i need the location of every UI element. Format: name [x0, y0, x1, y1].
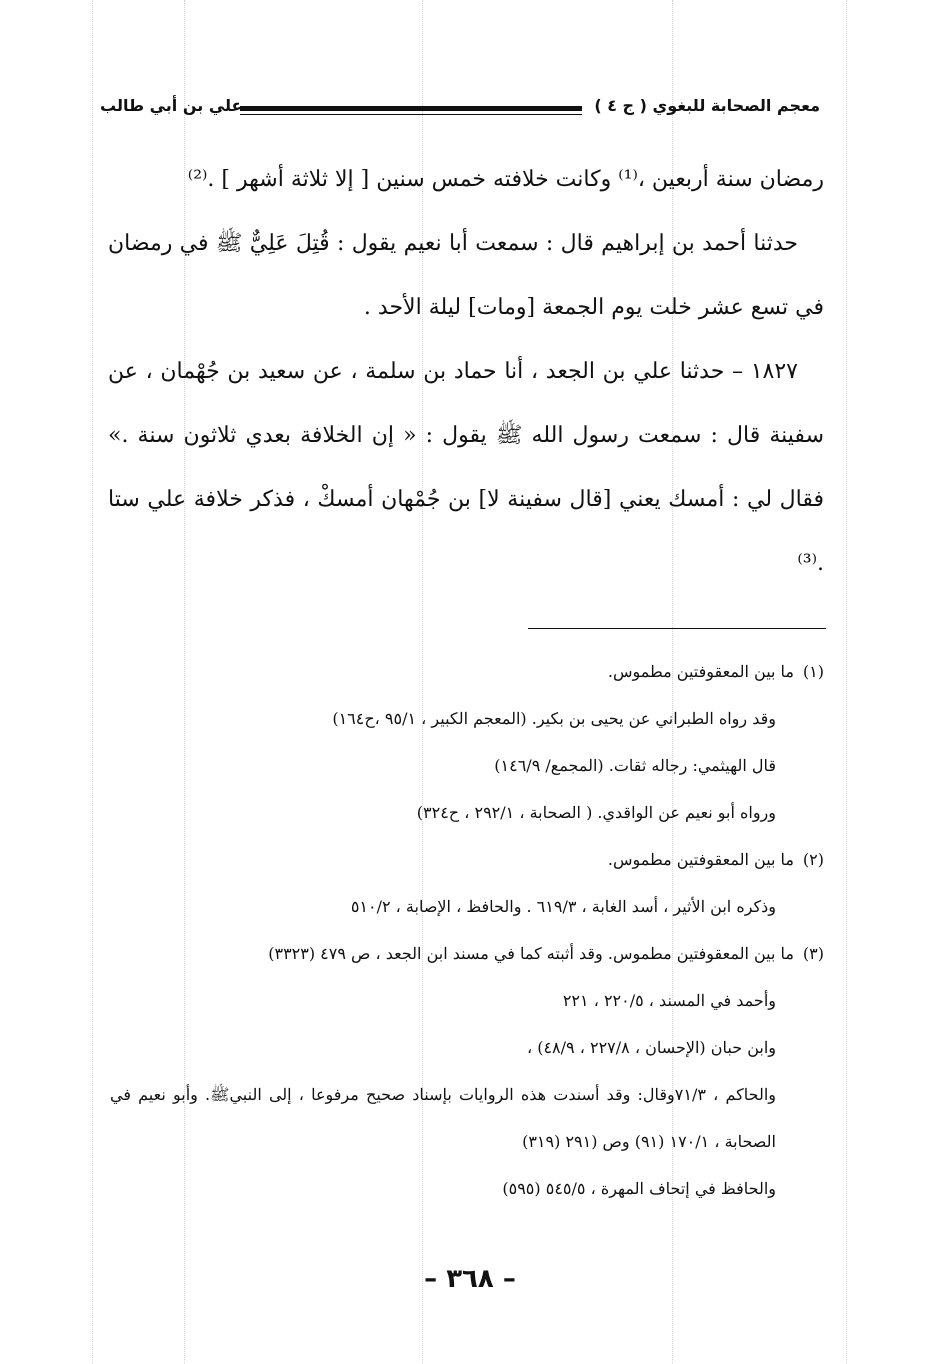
scan-artifact-line — [92, 0, 93, 1364]
footnote-text: والحاكم ، ٧١/٣وقال: وقد أسندت هذه الروايات بإسناد صحيح مرفوعا ، إلى النبيﷺ. وأبو نعيم في الصحابة ، ١٧٠/١ (٩١) وص (٢٩١ (٣١٩) — [110, 1085, 776, 1151]
paragraph: رمضان سنة أربعين ،⁽¹⁾ وكانت خلافته خمس سنين [ إلا ثلاثة أشهر ] .⁽²⁾ — [187, 167, 824, 192]
footnote-line — [110, 1071, 824, 1165]
footnote-line — [110, 1165, 824, 1212]
footnote-line — [110, 648, 824, 695]
footnote-number: (٣) — [802, 944, 824, 963]
footnote-line — [110, 695, 824, 742]
scan-artifact-line — [846, 0, 847, 1364]
paragraph: حدثنا أحمد بن إبراهيم قال : سمعت أبا نعيم يقول : قُتِلَ عَلِيٌّ ﷺ في رمضان في تسع عشر خلت يوم الجمعة [ومات] ليلة الأحد . — [108, 231, 824, 320]
header-rule-thin — [240, 114, 582, 115]
footnotes — [110, 648, 824, 1212]
footnote-text: ما بين المعقوفتين مطموس. — [607, 850, 794, 869]
footnote-number: (٢) — [802, 850, 824, 869]
footnote-line — [110, 1024, 824, 1071]
footnote-text: وابن حبان (الإحسان ، ٢٢٧/٨ ، ٤٨/٩) ، — [526, 1038, 776, 1057]
paragraph: ١٨٢٧ – حدثنا علي بن الجعد ، أنا حماد بن سلمة ، عن سعيد بن جُهْمان ، عن سفينة قال : سمعت رسول الله ﷺ يقول : « إن الخلافة بعدي ثلاثون سنة .» فقال لي : أمسك يعني [قال سفينة لا] بن جُمْهان أمسكْ ، فذكر خلافة علي ستا .⁽³⁾ — [108, 359, 824, 576]
footnote-text: ورواه أبو نعيم عن الواقدي. ( الصحابة ، ٢٩٢/١ ، ح٣٢٤) — [416, 803, 776, 822]
footnote-text: وأحمد في المسند ، ٢٢٠/٥ ، ٢٢١ — [562, 991, 776, 1010]
footnote-text: وذكره ابن الأثير ، أسد الغابة ، ٦١٩/٣ . والحافظ ، الإصابة ، ٥١٠/٢ — [350, 897, 776, 916]
footnote-line — [110, 977, 824, 1024]
footnote-line — [110, 930, 824, 977]
footnote-text: ما بين المعقوفتين مطموس. — [607, 662, 794, 681]
footnote-separator — [528, 628, 826, 629]
book-title: معجم الصحابة للبغوي ( ج ٤ ) — [594, 96, 820, 115]
header-rule — [240, 106, 582, 111]
footnote-text: قال الهيثمي: رجاله ثقات. (المجمع/ ١٤٦/٩) — [494, 756, 776, 775]
footnote-number: (١) — [802, 662, 824, 681]
footnote-line — [110, 836, 824, 883]
page-number: – ٣٦٨ – — [424, 1264, 516, 1294]
footnote-text: وقد رواه الطبراني عن يحيى بن بكير. (المعجم الكبير ، ٩٥/١ ،ح١٦٤) — [332, 709, 776, 728]
section-title: علي بن أبي طالب — [100, 96, 243, 115]
footnote-text: ما بين المعقوفتين مطموس. وقد أثبته كما في مسند ابن الجعد ، ص ٤٧٩ (٣٣٢٣) — [268, 944, 794, 963]
running-header — [100, 92, 820, 126]
footnote-line — [110, 789, 824, 836]
main-text — [108, 148, 824, 596]
footnote-text: والحافظ في إتحاف المهرة ، ٥٤٥/٥ (٥٩٥) — [502, 1179, 776, 1198]
footnote-line — [110, 742, 824, 789]
footnote-line — [110, 883, 824, 930]
